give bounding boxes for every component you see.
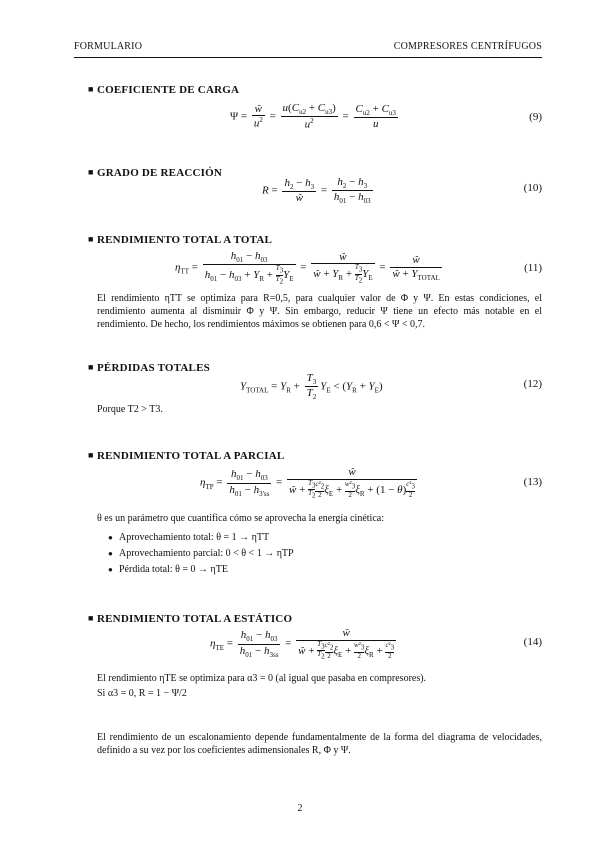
page-number: 2 — [297, 803, 303, 814]
bullet-icon: ■ — [88, 234, 94, 244]
bullet-icon: ■ — [88, 450, 94, 460]
section-title-rendimiento-tt: ■ RENDIMIENTO TOTAL A TOTAL — [88, 234, 273, 246]
section-title-rendimiento-tp: ■ RENDIMIENTO TOTAL A PARCIAL — [88, 450, 285, 462]
header-left: FORMULARIO — [74, 41, 143, 52]
list-item: ● Pérdida total: θ = 0 → ηTE — [108, 564, 228, 575]
bullet-icon: ■ — [88, 84, 94, 94]
paragraph-theta: θ es un parámetro que cuantifica cómo se aprovecha la energía cinética: — [97, 513, 384, 524]
section-title-rendimiento-te: ■ RENDIMIENTO TOTAL A ESTÁTICO — [88, 613, 293, 625]
equation-13: $\eta_{TP}$ = $\frac{h_{01} - h_{03}}{h_{01} - h_{3'ss}}$ = ŵ ŵ + $\frac{T_3}{T_2}$ $\frac{c^2_2}{2}$ $\xi_E$ + $\frac{w^2_3}{2}$ $\xi_R + (1 - \theta)$ $\frac{c^2_3}{2}$ — [200, 466, 415, 500]
paragraph-rendimiento-te: El rendimiento ηTE se optimiza para α3 = 0 (al igual que pasaba en compresores). — [97, 673, 427, 684]
closing-paragraph: El rendimiento de un escalonamiento depende fundamentalmente de la forma del diagrama de velocidades, definido a su vez por los coeficientes adimensionales R, Φ y Ψ. — [97, 732, 542, 756]
equation-9: Ψ = $\frac{ŵ}{u^2}$ = $\frac{u(C_{u2} + C_{u3})}{u^2}$ = $\frac{C_{u2} + C_{u3}}{u}$ — [230, 102, 396, 131]
paragraph-alpha3: Si α3 = 0, R = 1 − Ψ/2 — [97, 688, 187, 699]
section-title-grado-reaccion: ■ GRADO DE REACCIÓN — [88, 167, 223, 179]
section-title-perdidas: ■ PÉRDIDAS TOTALES — [88, 362, 210, 374]
bullet-icon: ● — [108, 533, 113, 542]
equation-11: $\eta_{TT}$ = $h_{01} - h_{03}$ $h_{01} - h_{03} + Y_R$ + $\frac{T_3}{T_2}$ $Y_E$ = ŵ ŵ + $Y_R$ + $\frac{T_3}{T_2}$ $Y_E$ = $\frac{ŵ}{ŵ + Y_{TOTAL}}$ — [175, 250, 440, 286]
bullet-icon: ■ — [88, 362, 94, 372]
bullet-icon: ● — [108, 565, 113, 574]
equation-number: (13) — [523, 476, 542, 488]
equation-number: (10) — [523, 182, 542, 194]
header-right: COMPRESORES CENTRÍFUGOS — [393, 41, 542, 52]
list-item: ● Aprovechamiento parcial: 0 < θ < 1 → ηTP — [108, 548, 294, 559]
equation-number: (12) — [523, 378, 542, 390]
bullet-icon: ■ — [88, 167, 94, 177]
equation-number: (11) — [524, 262, 542, 274]
section-title-coeficiente-carga: ■ COEFICIENTE DE CARGA — [88, 84, 240, 96]
equation-10: R = $\frac{h_2 - h_3}{ŵ}$ = $\frac{h_2 - h_3}{h_{01} - h_{03}}$ — [262, 176, 371, 206]
equation-12: $Y_{TOTAL} = Y_R$ + $\frac{T_3}{T_2}$ $Y_E < (Y_R + Y_E)$ — [240, 372, 383, 402]
equation-14: $\eta_{TE}$ = $\frac{h_{01} - h_{03}}{h_{01} - h_{3ss}}$ = ŵ ŵ + $\frac{T_3}{T_2}$ $\frac{c^2_2}{2}$ $\xi_E$ + $\frac{w^2_3}{2}$ $\xi_R$ + $\frac{c^2_3}{2}$ — [210, 627, 395, 661]
bullet-icon: ● — [108, 549, 113, 558]
bullet-icon: ■ — [88, 613, 94, 623]
equation-number: (9) — [529, 111, 542, 123]
paragraph-perdidas: Porque T2 > T3. — [97, 404, 163, 415]
equation-number: (14) — [523, 636, 542, 648]
list-item: ● Aprovechamiento total: θ = 1 → ηTT — [108, 532, 270, 543]
paragraph-rendimiento-tt: El rendimiento ηTT se optimiza para R=0,5, para cualquier valor de Φ y Ψ. En estas condiciones, el rendimiento aumenta al disminuir Φ y Ψ. Sin embargo, reducir Ψ tiene un efecto más notable en el rendimiento. De hecho, los rendimientos máximos se obtienen para 0,6 < Ψ < 0,7. — [97, 293, 542, 330]
page-header — [74, 41, 542, 58]
